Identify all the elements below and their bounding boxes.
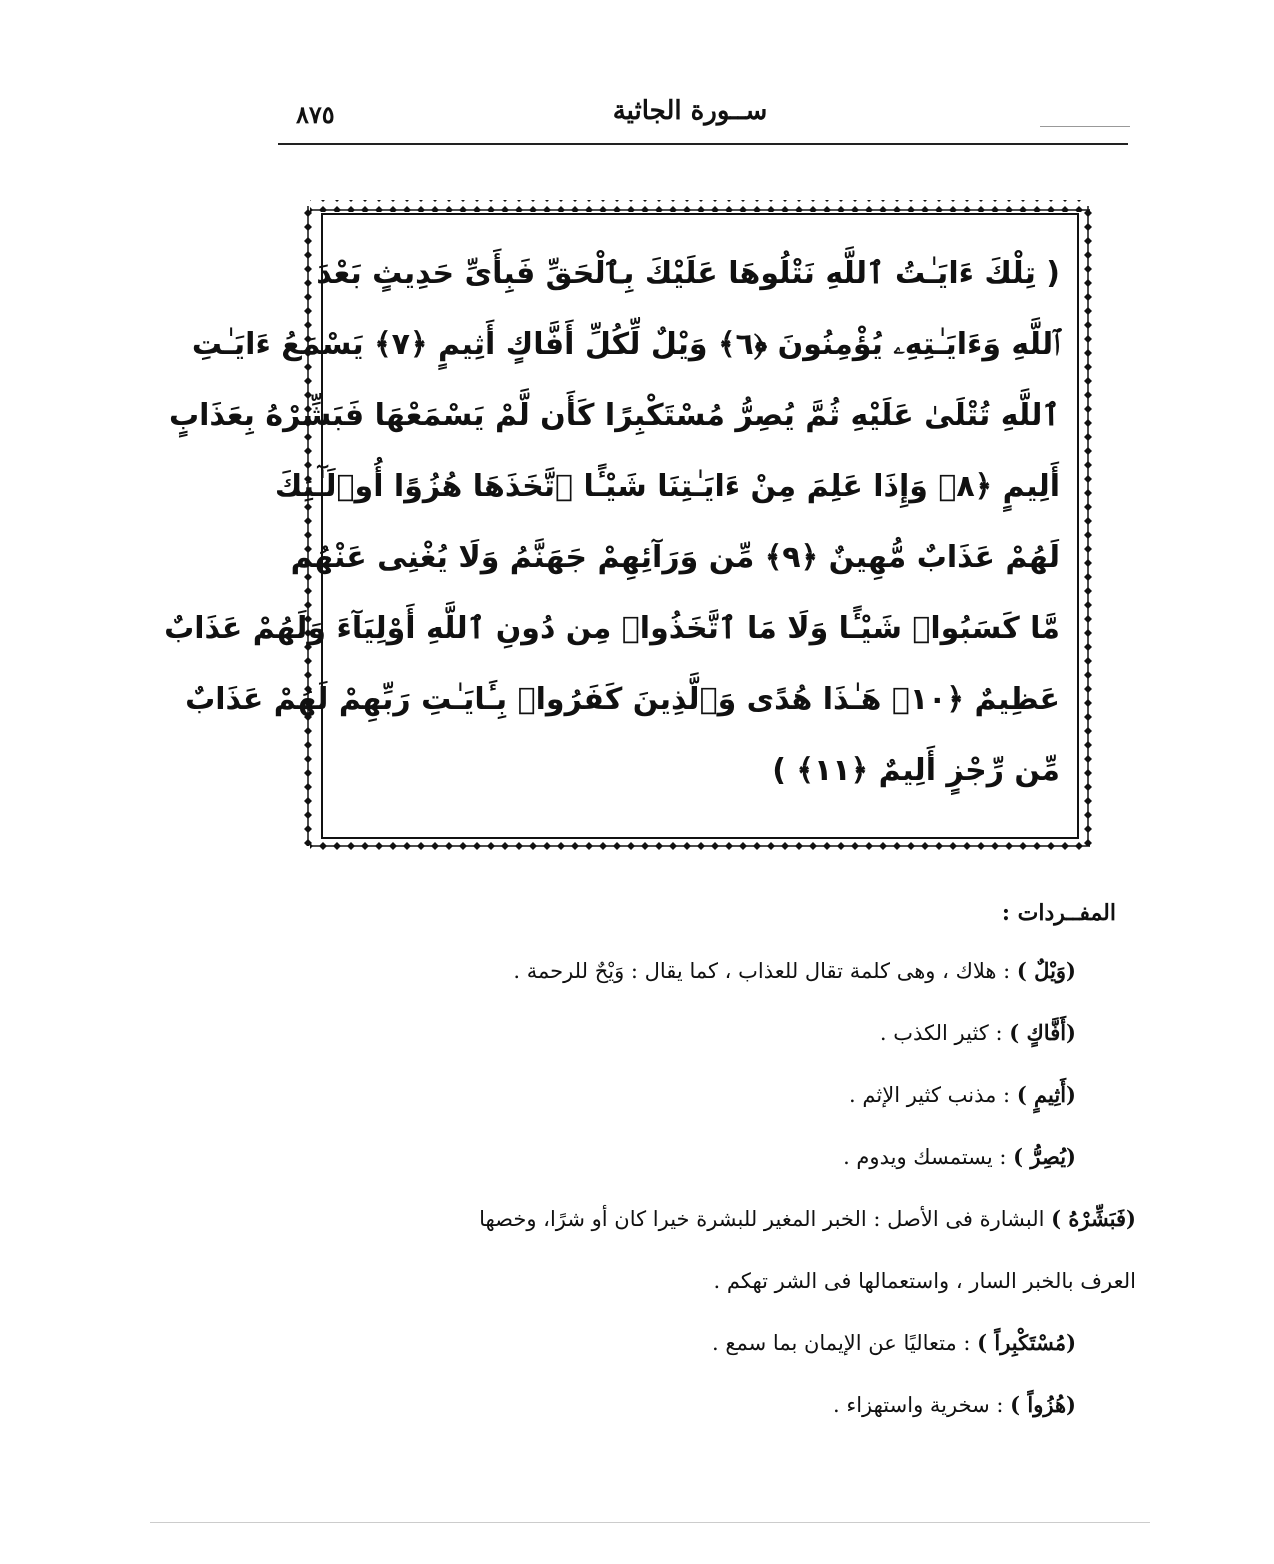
verse-line: مَّا كَسَبُوا۟ شَيْـًٔا وَلَا مَا ٱتَّخَذُوا۟ مِن دُونِ ٱللَّهِ أَوْلِيَآءَ وَلَهُمْ عَذَابٌ [164,611,1060,646]
vocabulary-item [270,1312,1076,1374]
vocabulary-term: (يُصِرُّ ) [1013,1144,1076,1169]
header-rule [278,143,1128,145]
vocabulary-item [286,1188,1136,1312]
verse-line: لَهُمْ عَذَابٌ مُّهِينٌ ﴿٩﴾ مِّن وَرَآئِهِمْ جَهَنَّمُ وَلَا يُغْنِى عَنْهُم [290,540,1060,575]
vocabulary-item [270,1002,1076,1064]
vocabulary-term: (هُزُواً ) [1010,1392,1076,1417]
vocabulary-term: (وَيْلٌ ) [1016,958,1076,983]
vocabulary-list [270,940,1136,1436]
vocabulary-definition: : سخرية واستهزاء . [832,1393,1011,1417]
vocabulary-entry-line [286,1188,1136,1250]
vocabulary-definition: البشارة فى الأصل : الخبر المغير للبشرة خيرا كان أو شرًا، وخصها [479,1207,1052,1231]
vocabulary-definition: : متعاليًا عن الإيمان بما سمع . [711,1331,978,1355]
vocabulary-heading: المفــردات : [1001,900,1116,926]
vocabulary-definition-continuation: العرف بالخبر السار ، واستعمالها فى الشر تهكم . [713,1269,1136,1293]
verse-line: مِّن رِّجْزٍ أَلِيمٌ ﴿١١﴾ ) [772,753,1060,788]
vocabulary-term: (فَبَشِّرْهُ ) [1051,1206,1136,1231]
verse-frame [164,192,1098,860]
bottom-rule [150,1522,1150,1523]
vocabulary-item [270,940,1076,1002]
surah-title: ســورة الجاثية [612,96,768,126]
verse-line: ( تِلْكَ ءَايَـٰتُ ٱللَّهِ نَتْلُوهَا عَلَيْكَ بِٱلْحَقِّ فَبِأَىِّ حَدِيثٍ بَعْدَ [316,256,1060,291]
vocabulary-item [270,1126,1076,1188]
verse-line: عَظِيمٌ ﴿١٠﴾ هَـٰذَا هُدًى وَٱلَّذِينَ كَفَرُوا۟ بِـَٔايَـٰتِ رَبِّهِمْ لَهُمْ عَذَابٌ [185,682,1060,717]
vocabulary-item [270,1374,1076,1436]
vocabulary-definition: : كثير الكذب . [879,1021,1010,1045]
page-number: ٨٧٥ [296,100,335,129]
verse-line: ٱللَّهِ تُتْلَىٰ عَلَيْهِ ثُمَّ يُصِرُّ مُسْتَكْبِرًا كَأَن لَّمْ يَسْمَعْهَا فَبَشِّرْهُ بِعَذَابٍ [168,398,1060,433]
vocabulary-definition: : مذنب كثير الإثم . [849,1083,1017,1107]
vocabulary-term: (أَفَّاكٍ ) [1009,1020,1076,1045]
vocabulary-definition: : يستمسك ويدوم . [843,1145,1014,1169]
verse-line: أَلِيمٍ ﴿٨﴾ وَإِذَا عَلِمَ مِنْ ءَايَـٰتِنَا شَيْـًٔا ٱتَّخَذَهَا هُزُوًا أُو۟لَـٰٓئِكَ [274,469,1060,504]
vocabulary-term: (أَثِيمٍ ) [1016,1082,1076,1107]
vocabulary-term: (مُسْتَكْبِراً ) [977,1330,1076,1355]
header-rule-faint [1040,126,1130,127]
quran-verses [164,238,1060,806]
vocabulary-item [270,1064,1076,1126]
verse-line: ٱللَّهِ وَءَايَـٰتِهِۦ يُؤْمِنُونَ ﴿٦﴾ وَيْلٌ لِّكُلِّ أَفَّاكٍ أَثِيمٍ ﴿٧﴾ يَسْمَعُ ءَايَـٰتِ [191,327,1060,362]
vocabulary-definition: : هلاك ، وهى كلمة تقال للعذاب ، كما يقال : وَيْحٌ للرحمة . [513,959,1017,983]
